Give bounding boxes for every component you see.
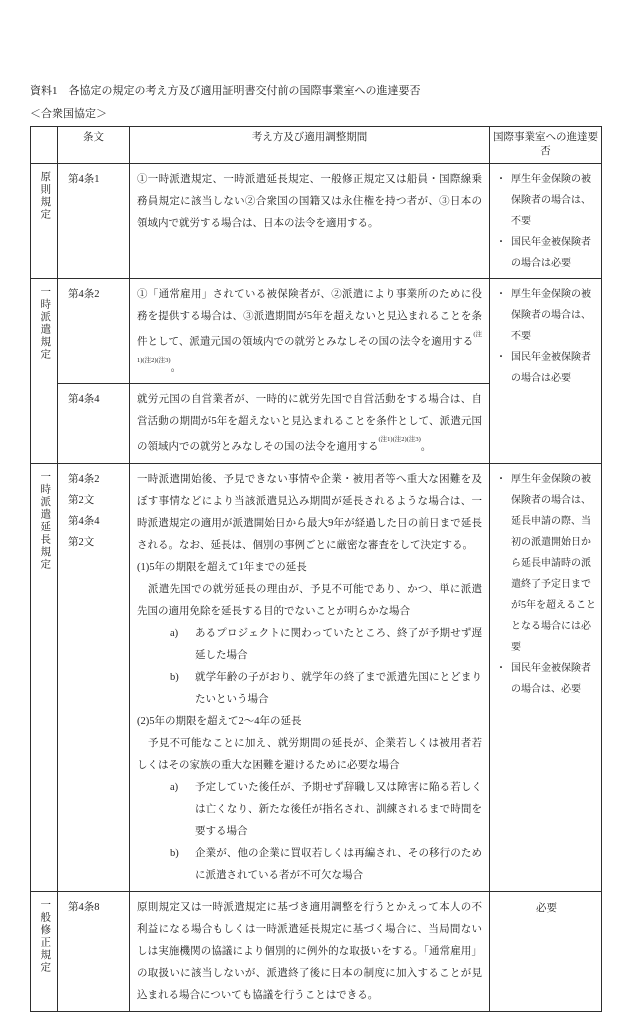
row-group-general [31,891,58,1011]
row-group-label: 一時派遣規定 [39,286,51,361]
article-sentence: 第2文 [68,494,95,506]
policy-main: ①「通常雇用」されている被保険者が、②派遣により事業所のために役務を提供する場合は、③派遣期間が5年を超えないと見込まれることを条件として、派遣元国の領域内での就労とみなしその国の法令を適用する [137,289,482,348]
item-marker: a) [170,627,179,639]
header-article: 条文 [58,127,130,164]
regulations-table [30,126,602,1012]
table-row-principle [31,164,602,279]
item-text: 企業が、他の企業に買収若しくは再編され、その移行のために派遣されている者が不可欠な場合 [195,847,482,881]
item-marker: a) [170,781,179,793]
policy-text [137,284,482,379]
bullet-icon: ・ [496,352,506,363]
case2-item-b [137,843,482,887]
notify-text: 必要 [536,902,557,914]
article-number: 第4条4 [68,515,100,527]
article-number: 第4条8 [68,901,100,913]
bullet-icon: ・ [496,174,506,185]
notify-text: 厚生年金保険の被保険者の場合は、延長申請の際、当初の派遣開始日から延長申請時の派遣終了予定日までが5年を超えることとなる場合には必要 [511,473,596,653]
bullet-icon: ・ [496,473,506,485]
policy-intro: 一時派遣開始後、予見できない事情や企業・被用者等へ重大な困難を及ぼす事情などにより当該派遣見込み期間が延長されるような場合は、一時派遣規定の適用が派遣開始日から最大9年が経過した日の前日まで延長される。なお、延長は、個別の事例ごとに厳密な審査をして決定する。 [137,473,482,551]
case1-heading: (1)5年の期限を超えて1年までの延長 [137,561,307,573]
header-notify: 国際事業室への進達要否 [490,127,602,164]
notify-text: 国民年金被保険者の場合は必要 [511,237,591,269]
table-row-extension [31,463,602,891]
table-row-general [31,891,602,1011]
bullet-icon: ・ [496,289,506,300]
notify-cell [490,463,602,891]
notify-cell [490,279,602,464]
policy-cell [130,891,490,1011]
article-sentence: 第2文 [68,536,95,548]
article-number: 第4条1 [68,174,100,185]
policy-text [137,389,482,459]
notify-item [496,232,597,274]
case1-item-a [137,623,482,667]
policy-cell [130,463,490,891]
notify-cell [490,891,602,1011]
notify-cell [490,164,602,279]
policy-text: ①一時派遣規定、一時派遣延長規定、一般修正規定又は船員・国際線乗務員規定に該当しない②合衆国の国籍又は永住権を持つ者が、③日本の領域内で就労する場合は、日本の法令を適用する。 [137,174,482,229]
row-group-extension [31,463,58,891]
policy-cell [130,164,490,279]
article-cell [58,279,130,384]
notify-text: 厚生年金保険の被保険者の場合は、不要 [511,174,591,227]
notify-item [496,469,597,658]
policy-main: 就労元国の自営業者が、一時的に就労先国で自営活動をする場合は、自営活動の期間が5年を超えないと見込まれることを条件として、派遣元国の領域内での就労とみなしその国の法令を適用する [137,394,482,453]
article-number: 第4条2 [68,473,100,485]
header-group-cell [31,127,58,164]
notify-item [496,658,597,700]
item-marker: b) [170,847,179,859]
agreement-label: ＜合衆国協定＞ [30,108,107,120]
article-number: 第4条2 [68,289,100,300]
footnote-refs: (注1)(注2)(注3) [137,331,482,364]
footnote-refs: (注1)(注2)(注3) [378,436,421,443]
policy-cell [130,384,490,464]
case1-item-b [137,667,482,711]
notify-item [496,284,597,347]
notify-item [496,347,597,389]
article-number: 第4条4 [68,394,100,405]
row-group-principle [31,164,58,279]
article-cell [58,463,130,891]
case2-item-a [137,777,482,843]
bullet-icon: ・ [496,662,506,674]
page-title: 資料1 各協定の規定の考え方及び適用証明書交付前の国際事業室への進達要否 [30,85,421,97]
row-group-temporary [31,279,58,464]
item-text: あるプロジェクトに関わっていたところ、終了が予期せず遅延した場合 [195,627,482,661]
notify-text: 国民年金被保険者の場合は、必要 [511,662,591,695]
case2-condition: 予見不可能なことに加え、就労期間の延長が、企業若しくは被用者若しくはその家族の重大な困難を避けるために必要な場合 [137,737,482,771]
row-group-label: 一時派遣延長規定 [39,470,51,571]
policy-text: 原則規定又は一時派遣規定に基づき適用調整を行うとかえって本人の不利益になる場合もしくは一時派遣延長規定に基づく場合に、当局間ないしは実施機関の協議により個別的に例外的な取扱いをする。「通常雇用」の取扱いに該当しないが、派遣終了後に日本の制度に加入することが見込まれる場合についても協議を行うことはできる。 [137,901,482,1001]
table-header-row [31,127,602,164]
case1-condition: 派遣先国での就労延長の理由が、予見不可能であり、かつ、単に派遣先国の適用免除を延長する目的でないことが明らかな場合 [137,583,482,617]
notify-text: 国民年金被保険者の場合は必要 [511,352,591,384]
policy-period: 。 [420,441,432,453]
notify-text: 厚生年金保険の被保険者の場合は、不要 [511,289,591,342]
notify-item [496,169,597,232]
policy-period: 。 [170,362,182,373]
header-policy: 考え方及び適用調整期間 [130,127,490,164]
row-group-label: 原則規定 [39,171,51,221]
item-marker: b) [170,671,179,683]
table-row-temporary-1 [31,279,602,384]
item-text: 就学年齢の子がおり、就学年の終了まで派遣先国にとどまりたいという場合 [195,671,482,705]
case2-heading: (2)5年の期限を超えて2〜4年の延長 [137,715,302,727]
article-cell [58,164,130,279]
article-cell [58,384,130,464]
policy-cell [130,279,490,384]
item-text: 予定していた後任が、予期せず辞職し又は障害に陥る若しくは亡くなり、新たな後任が指名され、訓練されるまで時間を要する場合 [195,781,482,837]
article-cell [58,891,130,1011]
row-group-label: 一般修正規定 [39,898,51,974]
bullet-icon: ・ [496,237,506,248]
